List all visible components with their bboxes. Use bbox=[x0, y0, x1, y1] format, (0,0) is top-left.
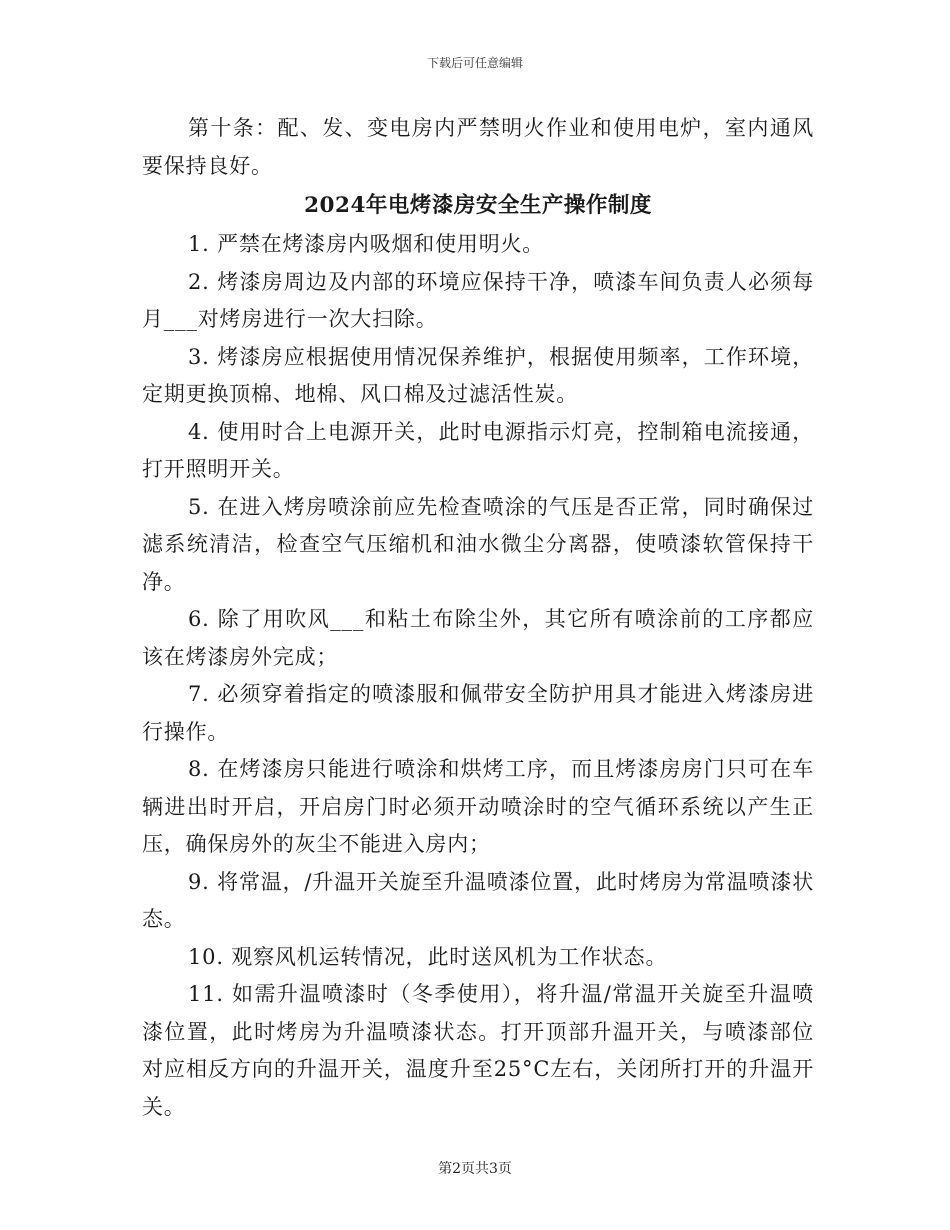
list-item: 2. 烤漆房周边及内部的环境应保持干净，喷漆车间负责人必须每月___对烤房进行一次大扫除。 bbox=[142, 269, 814, 331]
intro-paragraph: 第十条：配、发、变电房内严禁明火作业和使用电炉，室内通风要保持良好。 bbox=[142, 116, 814, 178]
list-item: 11. 如需升温喷漆时（冬季使用），将升温/常温开关旋至升温喷漆位置，此时烤房为升温喷漆状态。打开顶部升温开关，与喷漆部位对应相反方向的升温开关，温度升至25°C左右，关闭所打开的升温开关。 bbox=[142, 982, 814, 1119]
list-item: 9. 将常温，/升温开关旋至升温喷漆位置，此时烤房为常温喷漆状态。 bbox=[142, 869, 814, 931]
list-item: 3. 烤漆房应根据使用情况保养维护，根据使用频率，工作环境，定期更换顶棉、地棉、风口棉及过滤活性炭。 bbox=[142, 344, 814, 406]
page-header: 下载后可任意编辑 bbox=[426, 56, 523, 70]
list-item: 6. 除了用吹风___和粘土布除尘外，其它所有喷涂前的工序都应该在烤漆房外完成； bbox=[142, 607, 814, 669]
list-item: 7. 必须穿着指定的喷漆服和佩带安全防护用具才能进入烤漆房进行操作。 bbox=[142, 682, 814, 744]
list-item: 10. 观察风机运转情况，此时送风机为工作状态。 bbox=[188, 944, 668, 969]
document-body bbox=[142, 110, 814, 1126]
list-item: 8. 在烤漆房只能进行喷涂和烘烤工序，而且烤漆房房门只可在车辆进出时开启，开启房门时必须开动喷涂时的空气循环系统以产生正压，确保房外的灰尘不能进入房内； bbox=[142, 757, 814, 856]
list-item: 4. 使用时合上电源开关，此时电源指示灯亮，控制箱电流接通，打开照明开关。 bbox=[142, 419, 814, 481]
page-footer: 第2页共3页 bbox=[438, 1161, 512, 1177]
list-item: 5. 在进入烤房喷涂前应先检查喷涂的气压是否正常，同时确保过滤系统清洁，检查空气压缩机和油水微尘分离器，使喷漆软管保持干净。 bbox=[142, 494, 814, 594]
section-title: 2024年电烤漆房安全生产操作制度 bbox=[304, 193, 652, 218]
list-item: 1. 严禁在烤漆房内吸烟和使用明火。 bbox=[188, 232, 545, 256]
